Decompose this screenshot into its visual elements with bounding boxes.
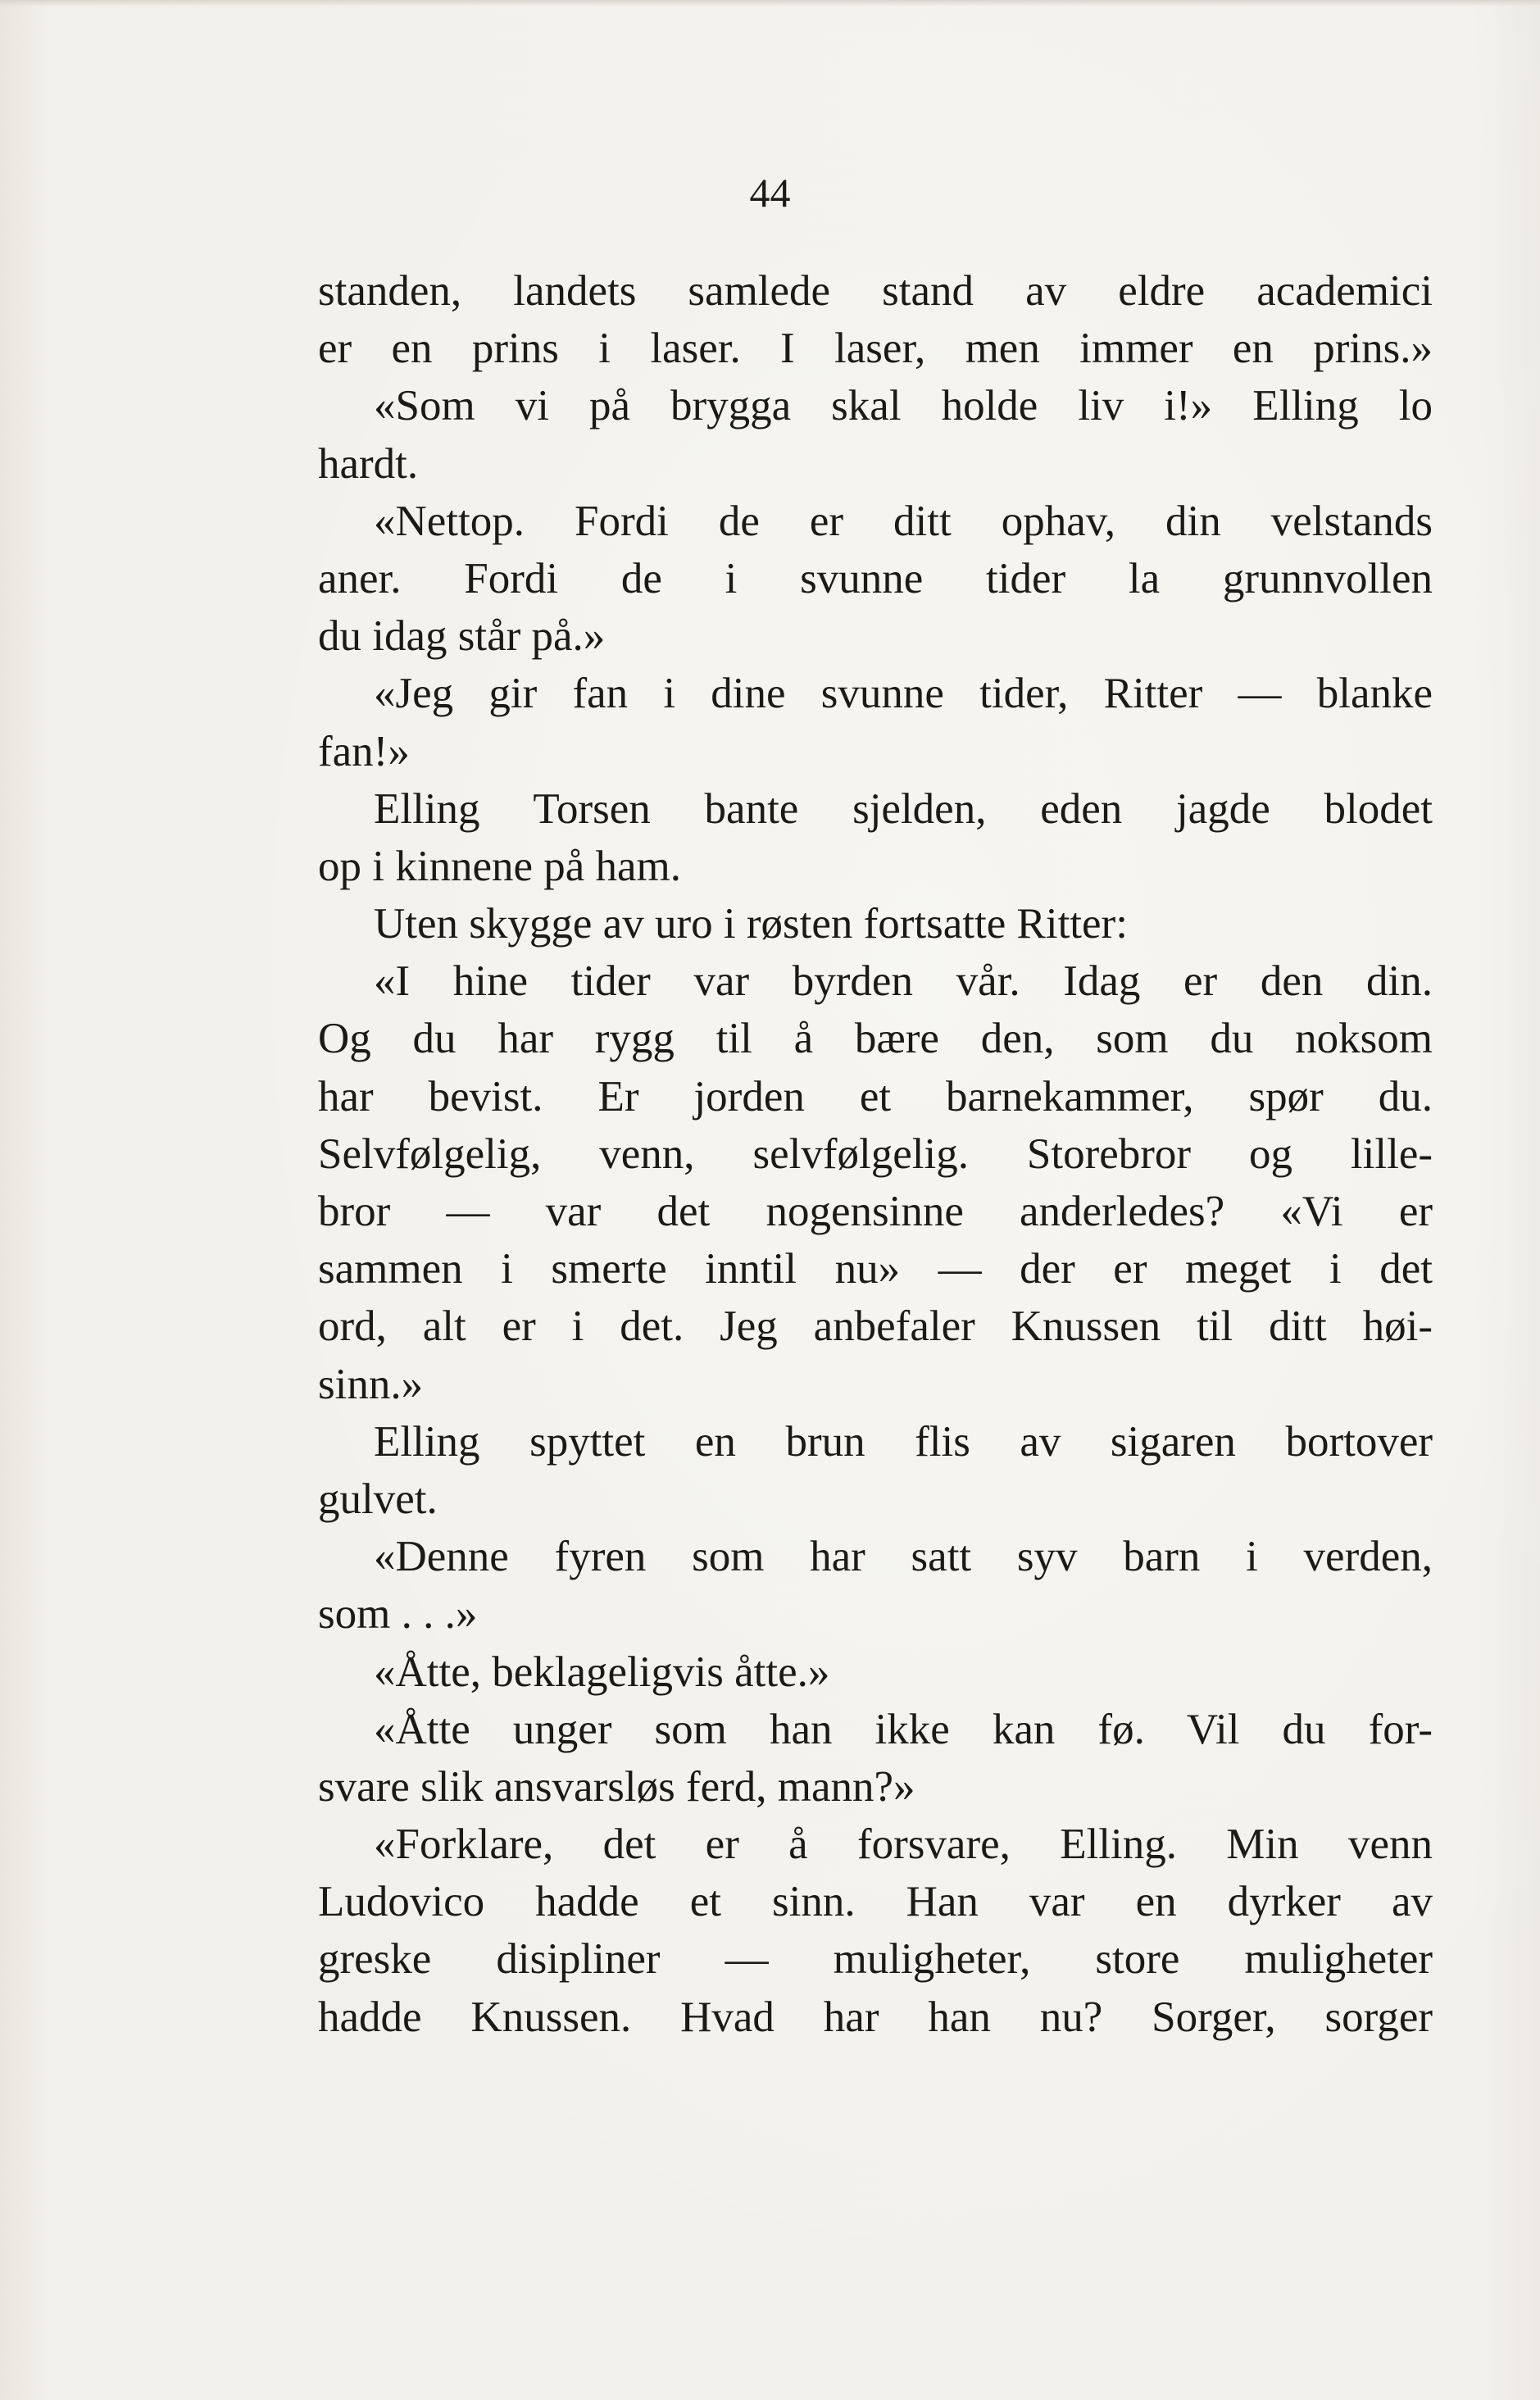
text-line: du idag står på.» (318, 612, 606, 661)
text-line: gulvet. (318, 1475, 438, 1523)
text-line: «Som vi på brygga skal holde liv i!» Elling lo (374, 382, 1433, 430)
text-line: har bevist. Er jorden et barnekammer, spør du. (318, 1072, 1433, 1120)
text-line: op i kinnene på ham. (318, 842, 682, 890)
text-line: greske disipliner — muligheter, store muligheter (318, 1935, 1433, 1984)
text-line: «I hine tider var byrden vår. Idag er den din. (374, 957, 1433, 1006)
text-line: fan!» (318, 727, 410, 775)
text-line: er en prins i laser. I laser, men immer en prins.» (318, 325, 1433, 373)
text-line: Elling spyttet en brun flis av sigaren bortover (374, 1417, 1433, 1466)
text-line: standen, landets samlede stand av eldre academici (318, 267, 1433, 315)
text-line: «Nettop. Fordi de er ditt ophav, din velstands (374, 497, 1433, 545)
text-line: aner. Fordi de i svunne tider la grunnvollen (318, 554, 1433, 602)
text-line: Ludovico hadde et sinn. Han var en dyrker av (318, 1878, 1433, 1926)
text-line: Uten skygge av uro i røsten fortsatte Ritter: (374, 900, 1128, 948)
text-line: Og du har rygg til å bære den, som du noksom (318, 1015, 1433, 1063)
text-line: «Forklare, det er å forsvare, Elling. Min venn (374, 1820, 1433, 1869)
text-line: hadde Knussen. Hvad har han nu? Sorger, sorger (318, 1993, 1433, 2041)
text-line: Elling Torsen bante sjelden, eden jagde blodet (374, 784, 1433, 833)
body-text (318, 262, 1433, 2046)
text-line: hardt. (318, 439, 419, 488)
text-line: ord, alt er i det. Jeg anbefaler Knussen til ditt høi- (318, 1302, 1433, 1351)
text-line: Selvfølgelig, venn, selvfølgelig. Storebror og lille- (318, 1130, 1433, 1178)
text-line: svare slik ansvarsløs ferd, mann?» (318, 1762, 915, 1811)
text-line: sinn.» (318, 1360, 424, 1408)
page-number: 44 (749, 170, 791, 216)
text-line: «Denne fyren som har satt syv barn i verden, (374, 1533, 1433, 1581)
text-line: «Jeg gir fan i dine svunne tider, Ritter — blanke (374, 670, 1433, 718)
text-line: sammen i smerte inntil nu» — der er meget i det (318, 1245, 1433, 1293)
page-top-edge (0, 0, 1540, 7)
text-line: «Åtte unger som han ikke kan fø. Vil du for- (374, 1705, 1433, 1753)
text-line: som . . .» (318, 1590, 478, 1639)
text-line: «Åtte, beklageligvis åtte.» (374, 1648, 830, 1696)
text-line: bror — var det nogensinne anderledes? «Vi er (318, 1188, 1433, 1235)
